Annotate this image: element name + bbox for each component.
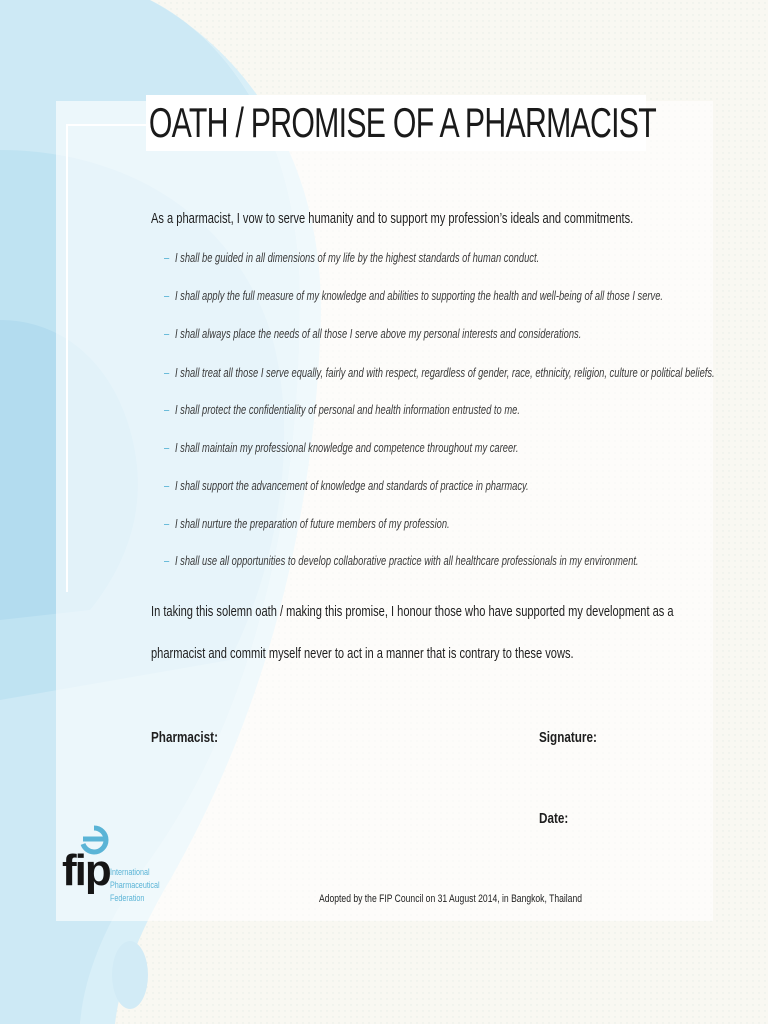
list-item	[164, 401, 520, 419]
vow-text: I shall treat all those I serve equally, fairly and with respect, regardless of gender, race, ethnicity, religion, culture or political beliefs.	[174, 365, 715, 380]
dash-marker: –	[164, 250, 170, 265]
list-item	[164, 439, 519, 457]
list-item	[164, 364, 715, 382]
list-item	[164, 249, 539, 267]
vow-text: I shall be guided in all dimensions of my life by the highest standards of human conduct.	[174, 250, 540, 265]
dash-marker: –	[164, 516, 170, 531]
dash-marker: –	[164, 288, 170, 303]
page-title: OATH / PROMISE OF A PHARMACIST	[146, 95, 506, 151]
dash-marker: –	[164, 478, 170, 493]
vow-text: I shall nurture the preparation of future members of my profession.	[174, 516, 450, 531]
vow-text: I shall apply the full measure of my knowledge and abilities to supporting the health and well-being of all those I serve.	[174, 288, 664, 303]
pharmacist-label: Pharmacist:	[151, 729, 218, 746]
signature-label: Signature:	[539, 729, 597, 746]
vow-text: I shall maintain my professional knowledge and competence throughout my career.	[174, 440, 519, 455]
list-item	[164, 477, 529, 495]
logo-text-line: Federation	[110, 893, 145, 903]
dash-marker: –	[164, 402, 170, 417]
frame-line	[66, 124, 148, 126]
logo-wordmark: fip	[62, 846, 110, 895]
dash-marker: –	[164, 440, 170, 455]
dash-marker: –	[164, 326, 170, 341]
intro-text: As a pharmacist, I vow to serve humanity and to support my profession’s ideals and commitments.	[151, 210, 634, 227]
logo-text-line: Pharmaceutical	[110, 880, 160, 890]
closing-text-line-1: In taking this solemn oath / making this promise, I honour those who have supported my development as a	[151, 603, 674, 620]
list-item	[164, 325, 581, 343]
date-label: Date:	[539, 810, 569, 827]
footer-note: Adopted by the FIP Council on 31 August 2014, in Bangkok, Thailand	[319, 893, 582, 905]
vow-text: I shall always place the needs of all those I serve above my personal interests and considerations.	[174, 326, 582, 341]
vow-text: I shall use all opportunities to develop collaborative practice with all healthcare professionals in my environment.	[174, 553, 639, 568]
vow-text: I shall support the advancement of knowledge and standards of practice in pharmacy.	[174, 478, 529, 493]
closing-text-line-2: pharmacist and commit myself never to act in a manner that is contrary to these vows.	[151, 645, 574, 662]
list-item	[164, 287, 663, 305]
list-item	[164, 515, 450, 533]
list-item	[164, 552, 639, 570]
dash-marker: –	[164, 365, 170, 380]
frame-line	[66, 124, 68, 592]
vow-text: I shall protect the confidentiality of personal and health information entrusted to me.	[174, 402, 520, 417]
dash-marker: –	[164, 553, 170, 568]
logo-text-line: International	[110, 867, 150, 877]
